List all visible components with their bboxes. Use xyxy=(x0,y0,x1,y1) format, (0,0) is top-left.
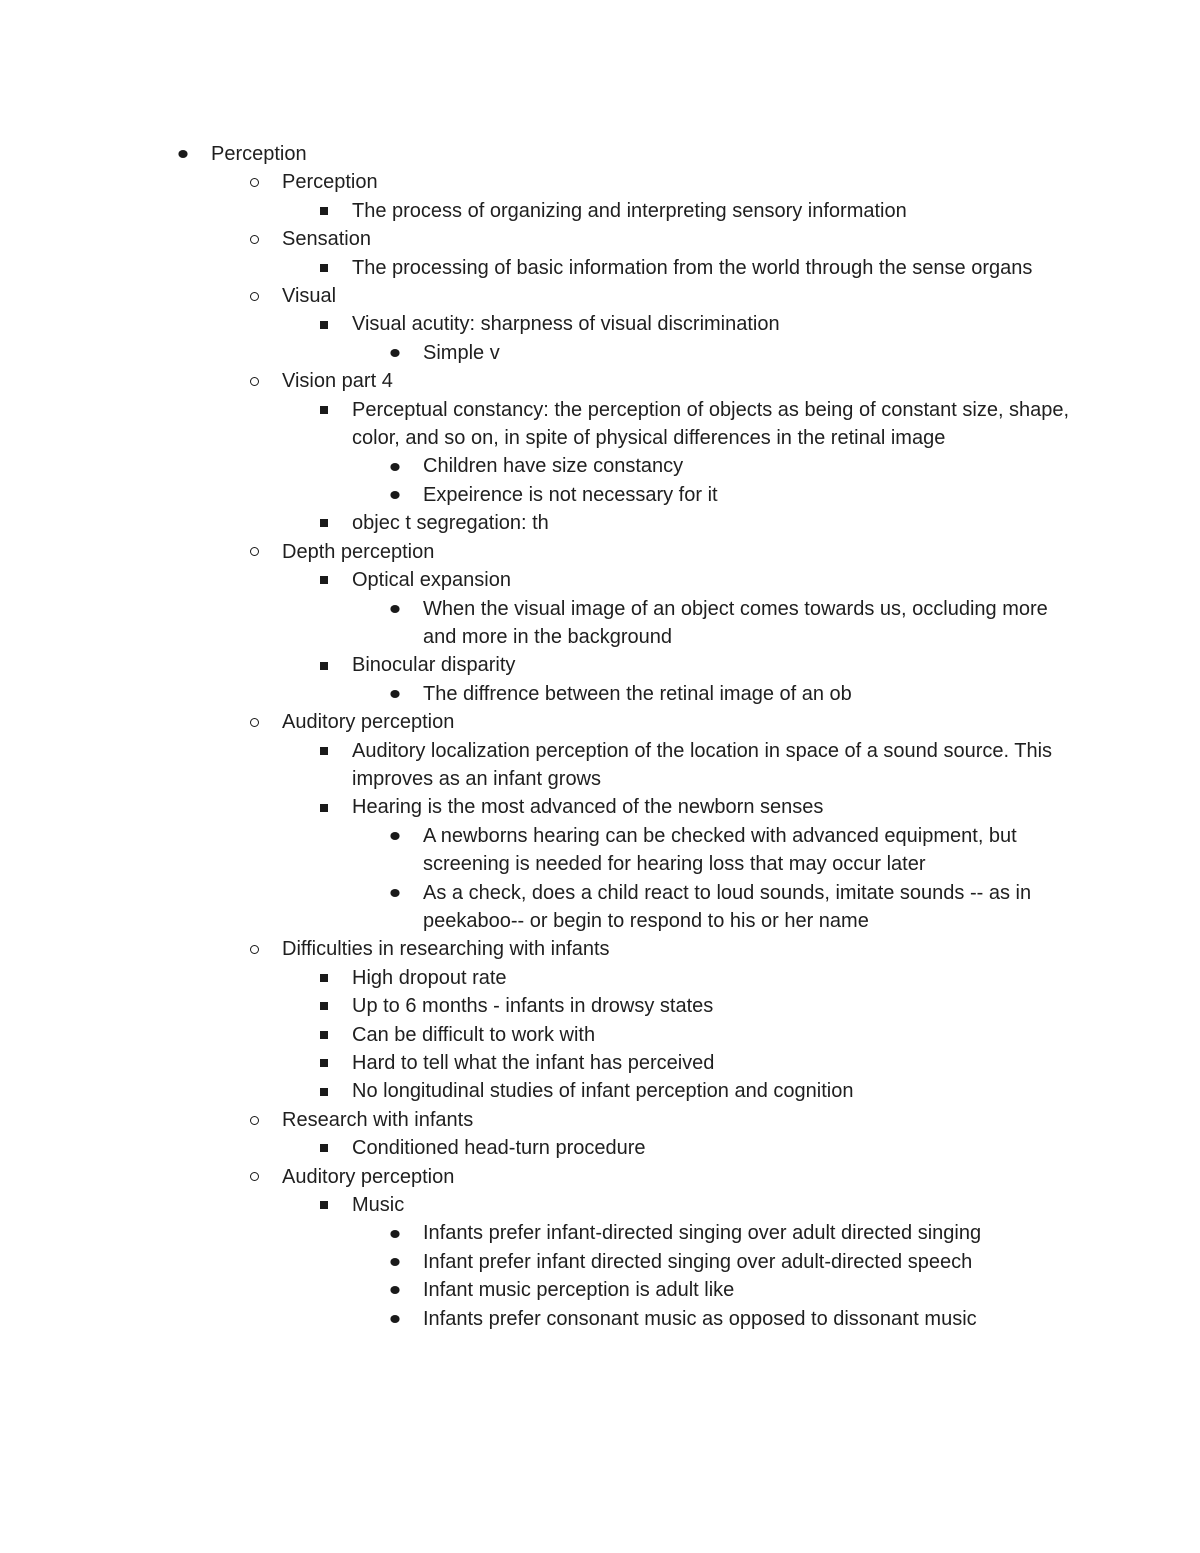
filled-bullet-icon xyxy=(388,680,402,708)
outline-item-level-3 xyxy=(0,254,1200,282)
hollow-circle-bullet-icon xyxy=(247,935,261,963)
outline-item-level-4 xyxy=(0,481,1200,509)
square-bullet-icon xyxy=(317,310,331,338)
outline-item-level-4 xyxy=(0,822,1200,879)
square-bullet-icon xyxy=(317,509,331,537)
outline-item-text: Sensation xyxy=(282,228,371,251)
filled-bullet-icon xyxy=(388,452,402,480)
filled-bullet-icon xyxy=(388,822,402,850)
square-bullet-icon xyxy=(317,1049,331,1077)
square-bullet-icon xyxy=(317,1021,331,1049)
outline-item-text: Simple v xyxy=(423,341,500,364)
outline-item-text: Infant prefer infant directed singing over adult-directed speech xyxy=(423,1250,973,1273)
outline-item-text: Children have size constancy xyxy=(423,455,684,478)
square-bullet-icon xyxy=(317,737,331,765)
outline-item-text: Can be difficult to work with xyxy=(352,1023,596,1046)
square-bullet-icon xyxy=(317,396,331,424)
square-bullet-icon xyxy=(317,197,331,225)
outline-item-text: Hearing is the most advanced of the newborn senses xyxy=(352,796,824,819)
filled-bullet-icon xyxy=(388,595,402,623)
square-bullet-icon xyxy=(317,964,331,992)
outline-item-text: The processing of basic information from the world through the sense organs xyxy=(352,256,1033,279)
outline-item-level-3 xyxy=(0,1049,1200,1077)
outline-item-text: Binocular disparity xyxy=(352,654,516,677)
outline-item-level-4 xyxy=(0,1276,1200,1304)
filled-bullet-icon xyxy=(388,879,402,907)
outline-item-text: Infant music perception is adult like xyxy=(423,1279,735,1302)
outline-item-level-2 xyxy=(0,367,1200,395)
outline-item-text: Music xyxy=(352,1194,405,1217)
hollow-circle-bullet-icon xyxy=(247,282,261,310)
filled-bullet-icon xyxy=(388,1219,402,1247)
hollow-circle-bullet-icon xyxy=(247,708,261,736)
outline-item-text: High dropout rate xyxy=(352,966,507,989)
outline-item-text: As a check, does a child react to loud sounds, imitate sounds -- as in peekaboo-- or begin to respond to his or her name xyxy=(423,881,1032,932)
filled-bullet-icon xyxy=(388,1305,402,1333)
outline-item-text: Perception xyxy=(211,143,307,165)
outline-item-level-3 xyxy=(0,396,1200,453)
square-bullet-icon xyxy=(317,1191,331,1219)
outline-item-level-2 xyxy=(0,282,1200,310)
square-bullet-icon xyxy=(317,793,331,821)
outline-item-text: Depth perception xyxy=(282,540,435,563)
document-body xyxy=(0,140,1200,1333)
outline-item-level-4 xyxy=(0,680,1200,708)
outline-item-text: objec t segregation: th xyxy=(352,512,549,535)
square-bullet-icon xyxy=(317,1134,331,1162)
outline-item-level-4 xyxy=(0,879,1200,936)
hollow-circle-bullet-icon xyxy=(247,168,261,196)
outline-item-text: Optical expansion xyxy=(352,569,511,592)
outline-item-text: Perception xyxy=(282,171,378,194)
square-bullet-icon xyxy=(317,1077,331,1105)
outline-item-level-4 xyxy=(0,595,1200,652)
outline-item-text: Visual xyxy=(282,285,337,308)
outline-item-level-3 xyxy=(0,964,1200,992)
outline-item-level-3 xyxy=(0,1077,1200,1105)
filled-bullet-icon xyxy=(176,140,190,168)
outline-item-level-2 xyxy=(0,225,1200,253)
outline-item-text: Auditory localization perception of the location in space of a sound source. This improves as an infant grows xyxy=(352,739,1053,790)
outline-item-level-3 xyxy=(0,310,1200,338)
hollow-circle-bullet-icon xyxy=(247,538,261,566)
hollow-circle-bullet-icon xyxy=(247,367,261,395)
outline-item-text: Research with infants xyxy=(282,1108,474,1131)
outline-item-text: Conditioned head-turn procedure xyxy=(352,1137,646,1160)
outline-item-text: Infants prefer consonant music as opposed to dissonant music xyxy=(423,1307,977,1330)
outline-item-text: No longitudinal studies of infant perception and cognition xyxy=(352,1080,854,1103)
outline-item-text: Difficulties in researching with infants xyxy=(282,938,610,961)
outline-item-level-4 xyxy=(0,1248,1200,1276)
filled-bullet-icon xyxy=(388,339,402,367)
square-bullet-icon xyxy=(317,254,331,282)
outline-item-level-3 xyxy=(0,1134,1200,1162)
outline-item-level-3 xyxy=(0,509,1200,537)
outline-item-text: Visual acutity: sharpness of visual discrimination xyxy=(352,313,780,336)
outline-item-level-3 xyxy=(0,992,1200,1020)
outline-item-level-4 xyxy=(0,339,1200,367)
outline-item-text: Auditory perception xyxy=(282,1165,455,1188)
square-bullet-icon xyxy=(317,651,331,679)
outline-item-level-3 xyxy=(0,1191,1200,1219)
outline-item-level-3 xyxy=(0,793,1200,821)
outline-item-level-3 xyxy=(0,651,1200,679)
outline-item-text: When the visual image of an object comes towards us, occluding more and more in the background xyxy=(423,597,1048,648)
outline-item-level-2 xyxy=(0,1106,1200,1134)
outline-item-level-3 xyxy=(0,1021,1200,1049)
filled-bullet-icon xyxy=(388,1248,402,1276)
outline-item-level-2 xyxy=(0,935,1200,963)
outline-item-text: Vision part 4 xyxy=(282,370,393,393)
hollow-circle-bullet-icon xyxy=(247,1106,261,1134)
hollow-circle-bullet-icon xyxy=(247,1163,261,1191)
outline-item-level-4 xyxy=(0,452,1200,480)
square-bullet-icon xyxy=(317,566,331,594)
square-bullet-icon xyxy=(317,992,331,1020)
filled-bullet-icon xyxy=(388,481,402,509)
outline-item-level-2 xyxy=(0,1163,1200,1191)
outline-item-level-2 xyxy=(0,168,1200,196)
outline-item-text: Perceptual constancy: the perception of objects as being of constant size, shape, color, and so on, in spite of physical differences in the retinal image xyxy=(352,398,1070,450)
outline-item-text: Infants prefer infant-directed singing over adult directed singing xyxy=(423,1222,982,1245)
outline-item-level-3 xyxy=(0,197,1200,225)
hollow-circle-bullet-icon xyxy=(247,225,261,253)
outline-item-text: A newborns hearing can be checked with advanced equipment, but screening is needed for hearing loss that may occur later xyxy=(423,824,1017,876)
outline-item-text: Expeirence is not necessary for it xyxy=(423,483,718,506)
outline-item-text: The diffrence between the retinal image of an ob xyxy=(423,682,852,705)
outline-item-text: Hard to tell what the infant has perceived xyxy=(352,1052,715,1074)
outline-item-text: The process of organizing and interpreting sensory information xyxy=(352,199,907,222)
outline-item-level-2 xyxy=(0,538,1200,566)
filled-bullet-icon xyxy=(388,1276,402,1304)
outline-item-level-4 xyxy=(0,1305,1200,1333)
outline-item-level-1 xyxy=(0,140,1200,168)
outline-item-level-3 xyxy=(0,737,1200,794)
outline-item-text: Auditory perception xyxy=(282,711,455,734)
outline-item-level-3 xyxy=(0,566,1200,594)
outline-item-level-2 xyxy=(0,708,1200,736)
outline-item-text: Up to 6 months - infants in drowsy states xyxy=(352,995,714,1018)
outline-item-level-4 xyxy=(0,1219,1200,1247)
